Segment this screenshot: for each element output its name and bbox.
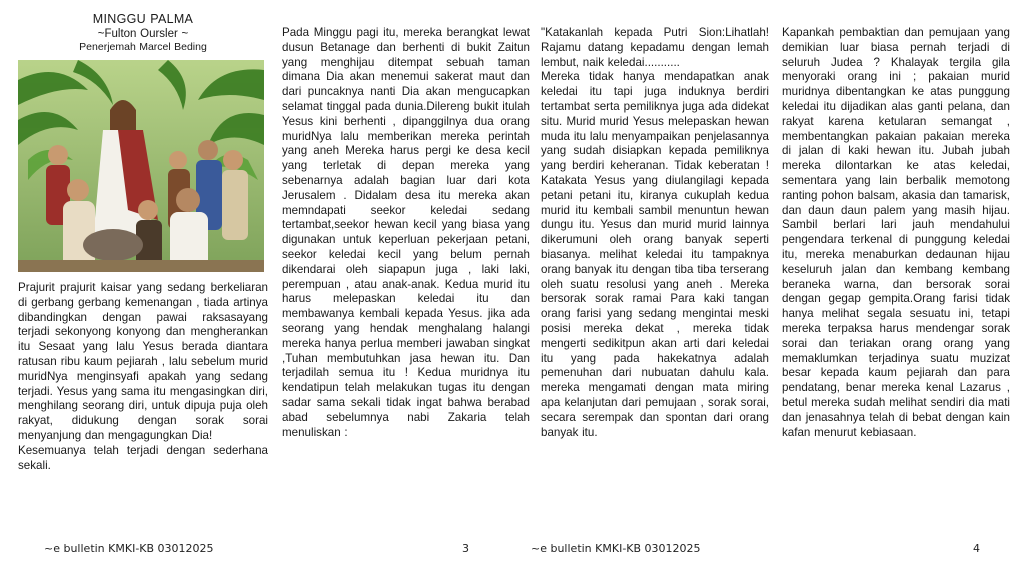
page-number-left: 3 xyxy=(462,542,469,555)
article-header xyxy=(18,12,268,54)
column-3-text: "Katakanlah kepada Putri Sion:Lihatlah! Rajamu datang kepadamu dengan lemah lembut, naik keledai........... Mereka tidak hanya mendapatkan anak keledai itu tapi juga induknya berdiri tertambat serta pemiliknya juga ada didekat situ. Murid murid Yesus melepaskan hewan muda itu lalu menyampaikan penjelasannya yang sudah disiapkan kepada pemiliknya yang berdiri keheranan. Tidak keberatan ! Katakata Yesus yang diulangilagi kepada petani petani itu, kiranya cukuplah kedua murid itu kembali sambil menuntun hewan dungu itu. Yesus dan murid murid lainnya dikerumuni oleh orang banyak seperti biasanya. melihat keledai itu tampaknya orang banyak itu dengan tiba tiba terserang oleh suatu resolusi yang aneh . Mereka bersorak sorak ramai Para kaki tangan orang farisi yang sedang mengintai meski posisi mereka dekat , mereka tidak mengerti sedikitpun akan arti dari keledai itu yang pada hakekatnya adalah pemenuhan dari nubuatan dahulu kala. mereka mengamati dengan mata miring apa kelanjutan dari pemujaan , sorak sorai, secara serempak dan spontan dari orang banyak itu. xyxy=(541,26,769,439)
column-4 xyxy=(782,26,1010,440)
column-1 xyxy=(18,0,268,473)
page-number-right: 4 xyxy=(973,542,980,555)
column-4-text: Kapankah pembaktian dan pemujaan yang demikian luar biasa pernah terjadi di seluruh Judea ? Khalayak tergila gila menyoraki orang ini ; pakaian murid muridnya dibentangkan ke atas punggung keledai itu dijadikan alas ganti pelana, dan rakyat karena ketularan semangat , membentangkan pakaian pakaian mereka di jalan di kaki hewan itu. Jubah jubah mereka dilontarkan ke atas keledai, sementara yang lain berbalik memotong ranting pohon balsam, akasia dan tamarisk, dan daun daun palem yang masih hijau. Sambil berlari lari jauh mendahului pengendara terkenal di punggung keledai itu, mereka menaburkan dedaunan hijau keseluruh jalan dan kembang kembang beraneka warna, dan bersorak sorai dengan gegap gempita.Orang farisi tidak hanya melihat segala sesuatu ini, tetapi mereka terpaksa harus mendengar sorak sorai dan teriakan orang orang yang memaklumkan terjadinya suatu muzizat besar kepada kaum pejiarah dan para pendatang, benar mereka kenal Lazarus , betul mereka sudah melihat sendiri dia mati dan jenasahnya telah di bebat dengan kain kafan menurut kebiasaan. xyxy=(782,26,1010,439)
column-2 xyxy=(282,26,530,440)
article-title: MINGGU PALMA xyxy=(92,12,194,26)
column-2-text: Pada Minggu pagi itu, mereka berangkat lewat dusun Betanage dan berhenti di bukit Zaitun yang menghijau ditempat sebuah taman dimana Dia akan menemui sakerat maut dan dari puncaknya nanti Dia akan mengucapkan selamat tinggal pada dunia.Dilereng bukit itulah Yesus kini berhenti , dipanggilnya dua orang muridNya lalu memberikan mereka perintah yang aneh Mereka harus pergi ke desa kecil yang terletak di depan mereka yang sebenarnya adalah bagian luar dari kota Jerusalem . Didalam desa itu mereka akan memndapati seekor keledai sedang tertambat,seekor hewan kecil yang biasa yang digunakan untuk keperluan pekerjaan petani, seekor keledai kecil yang belum pernah dikendarai oleh siapapun juga , laki laki, perempuan , atau anak-anak. Kedua murid itu harus melepaskan keledai itu dan membawanya kembali kepada Yesus. jika ada seorang yang hendak menghalang halangi mereka hanya perlua memberi jawaban singkat ,Tuhan membutuhkan jasa hewan itu. Dan terjadilah semua itu ! Kedua muridnya itu kendatipun telah melakukan tugas itu dengan sadar sama sekali tidak ingat bahwa berabad abad sebelumnya nabi Zakaria telah menuliskan : xyxy=(282,26,530,439)
footer-bulletin-label-right: ~e bulletin KMKI-KB 03012025 xyxy=(531,542,701,555)
article-author: ~Fulton Oursler ~ xyxy=(97,28,189,40)
column-1-text xyxy=(18,281,268,473)
article-translator: Penerjemah Marcel Beding xyxy=(79,41,207,53)
column-3 xyxy=(541,26,769,440)
footer-bulletin-label-left: ~e bulletin KMKI-KB 03012025 xyxy=(44,542,214,555)
jesus-entering-jerusalem-illustration xyxy=(18,60,264,272)
column-1-paragraphs: Prajurit prajurit kaisar yang sedang berkeliaran di gerbang gerbang kemenangan , tiada artinya dibandingkan dengan pawai raksasayang terjadi sekonyong konyong dan mengherankan itu Sesaat yang lalu Yesus berada diantara ratusan ribu kaum pejiarah , lalu sebelum murid muridNya menginsyafi apakah yang sedang terjadi. Yesus yang sama itu mengasingkan diri, menghilang seorang diri, untuk dipuja puja oleh rakyat, didukung dengan sorak sorai menyanjung dan mengagungkan Dia! Kesemuanya telah terjadi dengan sederhana sekali. xyxy=(18,281,268,472)
